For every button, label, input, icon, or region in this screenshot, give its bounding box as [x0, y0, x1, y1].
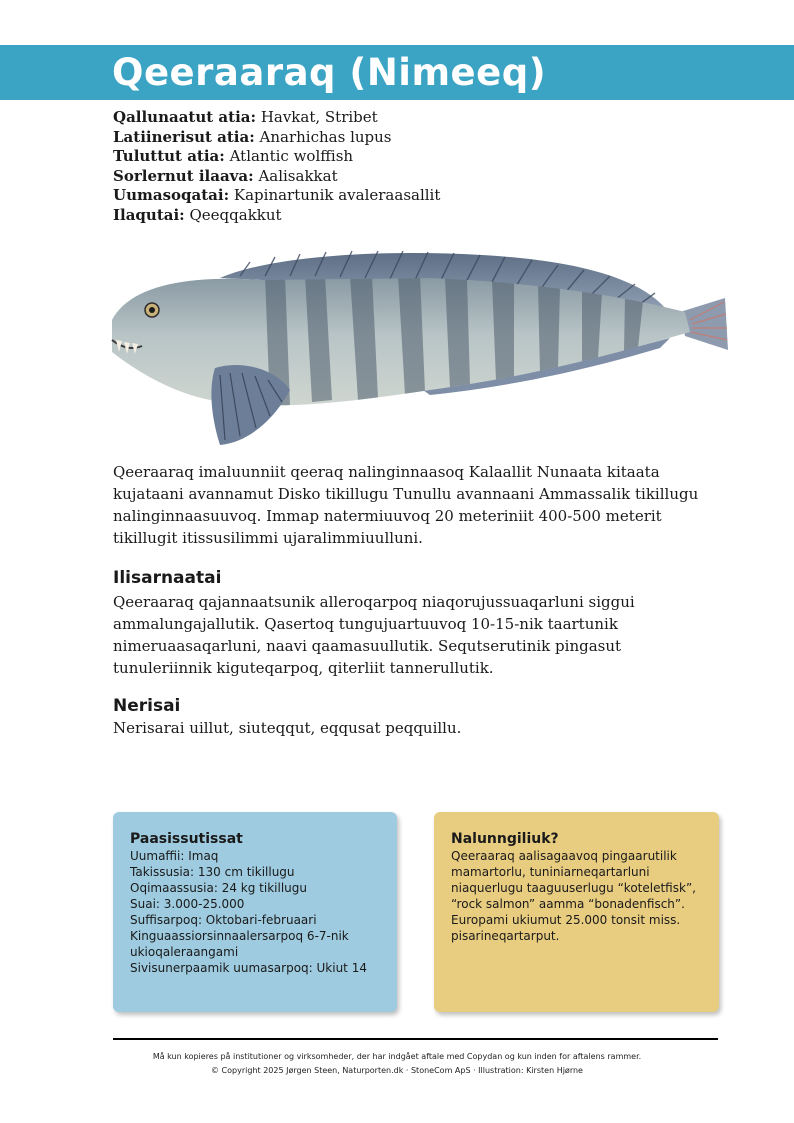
- fact-key: Latiinerisut atia:: [113, 127, 255, 146]
- fact-row: [113, 147, 440, 167]
- facts-list: [113, 108, 440, 225]
- fact-value: Atlantic wolffish: [229, 147, 354, 165]
- section-body-ilisarnaatai: [113, 591, 713, 679]
- fact-key: Ilaqutai:: [113, 205, 185, 224]
- footer-license: Må kun kopieres på institutioner og virksomheder, der har indgået aftale med Copydan og kun inden for aftalens rammer.: [152, 1052, 642, 1061]
- body-line: ammalungajallutik. Qasertoq tungujuartuuvoq 10-15-nik taartunik: [113, 615, 618, 633]
- footer-copyright: © Copyright 2025 Jørgen Steen, Naturporten.dk · StoneCom ApS · Illustration: Kirsten Hjørne: [211, 1066, 583, 1075]
- info-line: ukioqaleraangami: [130, 945, 239, 959]
- section-heading-nerisai: Nerisai: [113, 696, 181, 716]
- info-line: Takissusia: 130 cm tikillugu: [130, 865, 295, 879]
- fact-key: Uumasoqatai:: [113, 186, 230, 204]
- info-line: Suai: 3.000-25.000: [130, 897, 245, 911]
- wolffish-drawing: [100, 240, 740, 450]
- fact-key: Qallunaatut atia:: [113, 108, 257, 126]
- info-line: Uumaffii: Imaq: [130, 849, 219, 863]
- fact-value: Qeeqqakkut: [189, 205, 282, 224]
- fact-line: Qeeraaraq aalisagaavoq pingaarutilik: [451, 849, 677, 863]
- intro-paragraph: [113, 461, 753, 549]
- body-line: nimeruaasaqarluni, naavi qaamasuullutik. Sequtserutinik pingasut: [113, 637, 622, 655]
- fact-row: [113, 128, 440, 148]
- fact-line: mamartorlu, tuniniarneqartarluni: [451, 865, 650, 879]
- intro-line: Qeeraaraq imaluunniit qeeraq nalinginnaasoq Kalaallit Nunaata kitaata: [113, 463, 660, 481]
- fact-line: niaquerlugu taaguuserlugu “koteletfisk”,: [451, 881, 696, 895]
- fact-row: [113, 167, 440, 187]
- title-banner: [0, 45, 794, 100]
- fact-key: Sorlernut ilaava:: [113, 166, 254, 185]
- intro-line: tikillugit itissusilimmi ujaralimmiuulluni.: [113, 529, 423, 547]
- footer-divider: [113, 1038, 718, 1040]
- fact-line: pisarineqartarput.: [451, 929, 560, 943]
- page-title: Qeeraaraq (Nimeeq): [112, 51, 547, 94]
- body-line: tunuleriinnik kiguteqarpoq, qiterliit tannerullutik.: [113, 659, 494, 677]
- info-line: Suffisarpoq: Oktobari-februaari: [130, 913, 317, 927]
- fact-row: [113, 206, 440, 226]
- section-body-nerisai: [113, 717, 713, 739]
- info-box-title: Paasissutissat: [130, 831, 243, 847]
- intro-line: kujataani avannamut Disko tikillugu Tunullu avannaani Ammassalik tikillugu: [113, 485, 699, 503]
- info-box: [113, 812, 397, 1012]
- did-you-know-text: [451, 848, 696, 944]
- fact-value: Aalisakkat: [258, 166, 338, 185]
- fact-line: “rock salmon” aamma “bonadenfisch”.: [451, 897, 685, 911]
- info-line: Oqimaassusia: 24 kg tikillugu: [130, 881, 307, 895]
- did-you-know-title: Nalunngiliuk?: [451, 831, 559, 847]
- intro-line: nalinginnaasuuvoq. Immap natermiuuvoq 20 meteriniit 400-500 meterit: [113, 507, 662, 525]
- fact-value: Havkat, Stribet: [260, 108, 378, 126]
- did-you-know-box: [434, 812, 719, 1012]
- fact-line: Europami ukiumut 25.000 tonsit miss.: [451, 913, 681, 927]
- fact-key: Tuluttut atia:: [113, 147, 225, 165]
- section-heading-ilisarnaatai: Ilisarnaatai: [113, 568, 222, 588]
- fact-row: [113, 186, 440, 206]
- info-line: Sivisunerpaamik uumasarpoq: Ukiut 14: [130, 961, 367, 975]
- fact-value: Kapinartunik avaleraasallit: [233, 186, 441, 204]
- info-line: Kinguaassiorsinnaalersarpoq 6-7-nik: [130, 929, 349, 943]
- fact-value: Anarhichas lupus: [259, 127, 392, 146]
- fish-illustration: [100, 240, 740, 450]
- body-line: Qeeraaraq qajannaatsunik alleroqarpoq niaqorujussuaqarluni siggui: [113, 593, 635, 611]
- body-line: Nerisarai uillut, siuteqqut, eqqusat peqquillu.: [113, 719, 462, 737]
- fact-row: [113, 108, 440, 128]
